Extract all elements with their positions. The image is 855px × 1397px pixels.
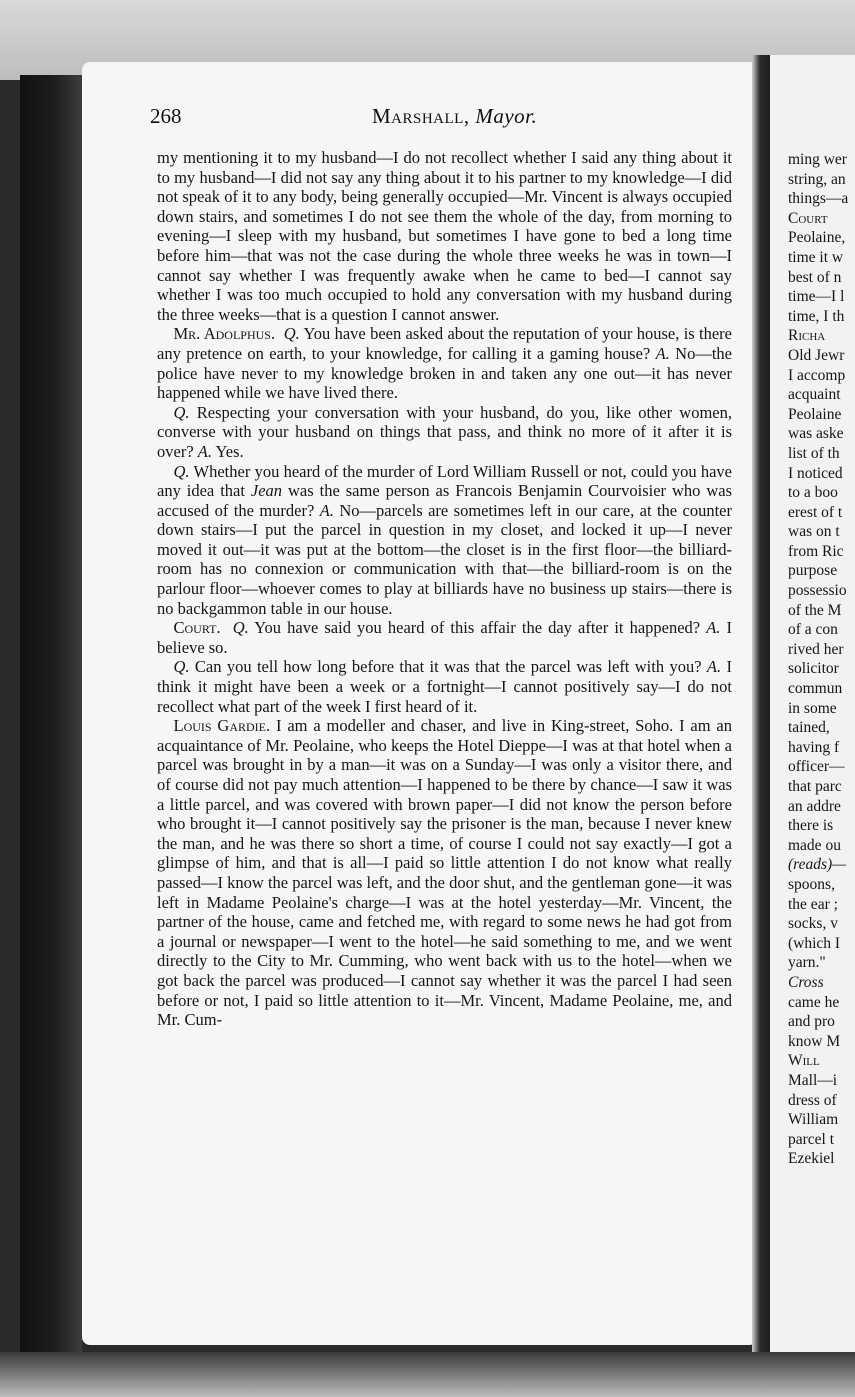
question-marker: Q. xyxy=(173,657,190,677)
right-page-line: possessio xyxy=(788,582,847,600)
question-text-continued: was the same person as Francois Benjamin Courvoisier who was accused of the murder? xyxy=(157,481,732,520)
right-page-line: socks, v xyxy=(788,915,838,933)
question-text: Whether you heard of the murder of Lord William Russell or not, could you have any idea that xyxy=(157,461,732,501)
right-page-line: dress of xyxy=(788,1091,837,1109)
left-page-body xyxy=(157,148,732,1030)
page-number: 268 xyxy=(150,104,182,128)
scan-bottom-background xyxy=(0,1352,855,1397)
right-page-line: Peolaine, xyxy=(788,229,846,247)
answer-marker: A. xyxy=(197,441,212,461)
right-page-line: purpose xyxy=(788,562,838,580)
right-page-line: I accomp xyxy=(788,366,846,384)
right-page-line: and pro xyxy=(788,1013,835,1031)
answer-text: I think it might have been a week or a fortnight—I cannot positively say—I do not recollect what part of the week I first heard of it. xyxy=(157,657,732,716)
right-page-line: Court xyxy=(788,209,828,227)
right-page-line: Peolaine xyxy=(788,405,842,423)
right-page-line: things—a xyxy=(788,190,849,208)
right-page-line: best of n xyxy=(788,268,842,286)
right-page-line: time, I th xyxy=(788,307,845,325)
right-page-line: solicitor xyxy=(788,660,839,678)
right-page-line: ming wer xyxy=(788,151,847,168)
answer-marker: A. xyxy=(706,618,721,638)
answer-marker: A. xyxy=(706,657,722,677)
right-page-line: (which I xyxy=(788,934,841,952)
speaker-label: Mr. Adolphus. xyxy=(173,324,276,344)
right-page-line: yarn." xyxy=(788,954,826,972)
right-page-line: spoons, xyxy=(788,875,835,893)
speaker-label: Court. xyxy=(173,618,221,638)
right-page-line: time—I l xyxy=(788,288,845,306)
right-page-line: came he xyxy=(788,993,840,1011)
page-header xyxy=(150,104,720,134)
right-page-line: erest of t xyxy=(788,503,843,521)
right-page-line: Cross xyxy=(788,973,824,991)
answer-text: No—parcels are sometimes left in our care, at the counter down stairs—I put the parcel in question in my closet, and locked it up—I never moved it out—it was put at the bottom—the closet is in the first floor—the billiard-room has no connexion or communication with that—the billiard-room is on the parlour floor—whoever comes to play at billiards have no business up stairs—there is no backgammon table in our house. xyxy=(157,500,732,618)
right-page-line: was on t xyxy=(788,523,840,541)
right-page-fragments xyxy=(788,150,855,1169)
right-page-line: acquaint xyxy=(788,386,841,404)
question-marker: Q. xyxy=(283,324,300,344)
italic-name: Jean xyxy=(250,481,283,501)
right-page-line: that parc xyxy=(788,778,842,795)
right-page-line: know M xyxy=(788,1032,841,1050)
question-text: Respecting your conversation with your husband, do you, like other women, converse with your husband on things that pass, and think no more of it after it is over? xyxy=(157,402,732,461)
answer-marker: A. xyxy=(655,343,670,363)
answer-marker: A. xyxy=(319,500,334,520)
question-text: You have said you heard of this affair the day after it happened? xyxy=(248,618,707,638)
right-page-line: officer— xyxy=(788,758,845,776)
question-marker: Q. xyxy=(232,618,249,638)
right-page-line: time it w xyxy=(788,248,844,266)
right-page-line: (reads)— xyxy=(788,856,846,874)
right-page-line: from Ric xyxy=(788,542,844,560)
running-head-title: Mayor. xyxy=(475,104,538,128)
right-page-line: was aske xyxy=(788,425,844,443)
right-page-line: there is xyxy=(788,817,834,835)
answer-text: No—the police have never to my knowledge broken in and taken any one out—it has never happened while we have lived there. xyxy=(157,343,733,403)
paragraph-continuation: my mentioning it to my husband—I do not recollect whether I said any thing about it to my husband—I did not say any thing about it to his partner to my knowledge—I did not speak of it to any body, being generally occupied—Mr. Vincent is always occupied down stairs, and sometimes I do not see them the whole of the day, from morning to evening—I sleep with my husband, but sometimes I have gone to bed a long time before him—that was not the case during the whole three weeks he was in town—I cannot say whether I was frequently awake when he came to bed—I cannot say whether I was too much occupied to hold any conversation with my husband during the three weeks—that is a question I cannot answer. xyxy=(157,148,732,324)
question-text: Can you tell how long before that it was that the parcel was left with you? xyxy=(189,657,707,677)
testimony-text: I am a modeller and chaser, and live in King-street, Soho. I am an acquaintance of Mr. Peolaine, who keeps the Hotel Dieppe—I was at that hotel when a parcel was brought in by a man—it was on a Sunday—I was only a visitor there, and of course did not pay much attention—I happened to be there by chance—I saw it was a little parcel, and was covered with brown paper—I did not know the person before who brought it—I cannot positively say the prisoner is the man, because I never knew the man, and he was there so short a time, of course I could not say exactly—I got a glimpse of him, and that is all—I paid so little attention I do not know what really passed—I know the parcel was left, and the door shut, and the gentleman gone—it was left in Madame Peolaine's charge—I was at the hotel yesterday—Mr. Vincent, the partner of the house, came and fetched me, with regard to some news he had got from a journal or newspaper—I went to the hotel—he said something to me, and we went directly to the City to Mr. Cumming, who went back with us to the hotel—when we got back the parcel was produced—I cannot say whether it was the parcel I had seen before or not, I paid so little attention to it—Mr. Vincent, Madame Peolaine, me, and Mr. Cum- xyxy=(157,716,732,1030)
right-page-line: string, an xyxy=(788,170,846,188)
right-page-line: Richa xyxy=(788,327,826,345)
paragraph-adolphus xyxy=(157,324,732,402)
answer-text: I believe so. xyxy=(157,618,733,657)
right-page-line: made ou xyxy=(788,836,841,854)
right-page-line: I noticed xyxy=(788,464,843,482)
running-head xyxy=(372,104,537,129)
speaker-label: Louis Gardie. xyxy=(173,716,271,736)
paragraph-court xyxy=(157,618,732,657)
paragraph-question xyxy=(157,403,732,462)
right-page-line: parcel t xyxy=(788,1130,835,1148)
right-page-line: list of th xyxy=(788,444,840,462)
right-page-line: an addre xyxy=(788,797,841,815)
question-marker: Q. xyxy=(173,461,190,481)
question-marker: Q. xyxy=(173,402,190,422)
right-page-line: Ezekiel xyxy=(788,1150,835,1168)
right-page-line: commun xyxy=(788,680,843,698)
right-page-line: tained, xyxy=(788,719,830,737)
right-page-line: of a con xyxy=(788,621,838,639)
right-page-line: in some xyxy=(788,699,837,717)
question-text: You have been asked about the reputation of your house, is there any pretence on earth, to your knowledge, for calling it a gaming house? xyxy=(157,324,733,363)
paragraph-question xyxy=(157,657,732,716)
right-page-line: William xyxy=(788,1111,839,1129)
right-page-line: to a boo xyxy=(788,484,838,502)
running-head-name: Marshall, xyxy=(372,104,470,128)
book-edge-left xyxy=(20,75,82,1355)
paragraph-question xyxy=(157,462,732,619)
paragraph-gardie xyxy=(157,716,732,1030)
right-page-line: of the M xyxy=(788,601,842,619)
right-page-line: Old Jewr xyxy=(788,346,845,364)
right-page-line: Will xyxy=(788,1052,820,1070)
right-page-line: having f xyxy=(788,738,840,756)
right-page-line: the ear ; xyxy=(788,895,838,913)
book-gutter xyxy=(752,55,772,1355)
answer-text: Yes. xyxy=(212,441,244,461)
right-page-line: rived her xyxy=(788,640,844,658)
right-page-line: Mall—i xyxy=(788,1071,838,1089)
